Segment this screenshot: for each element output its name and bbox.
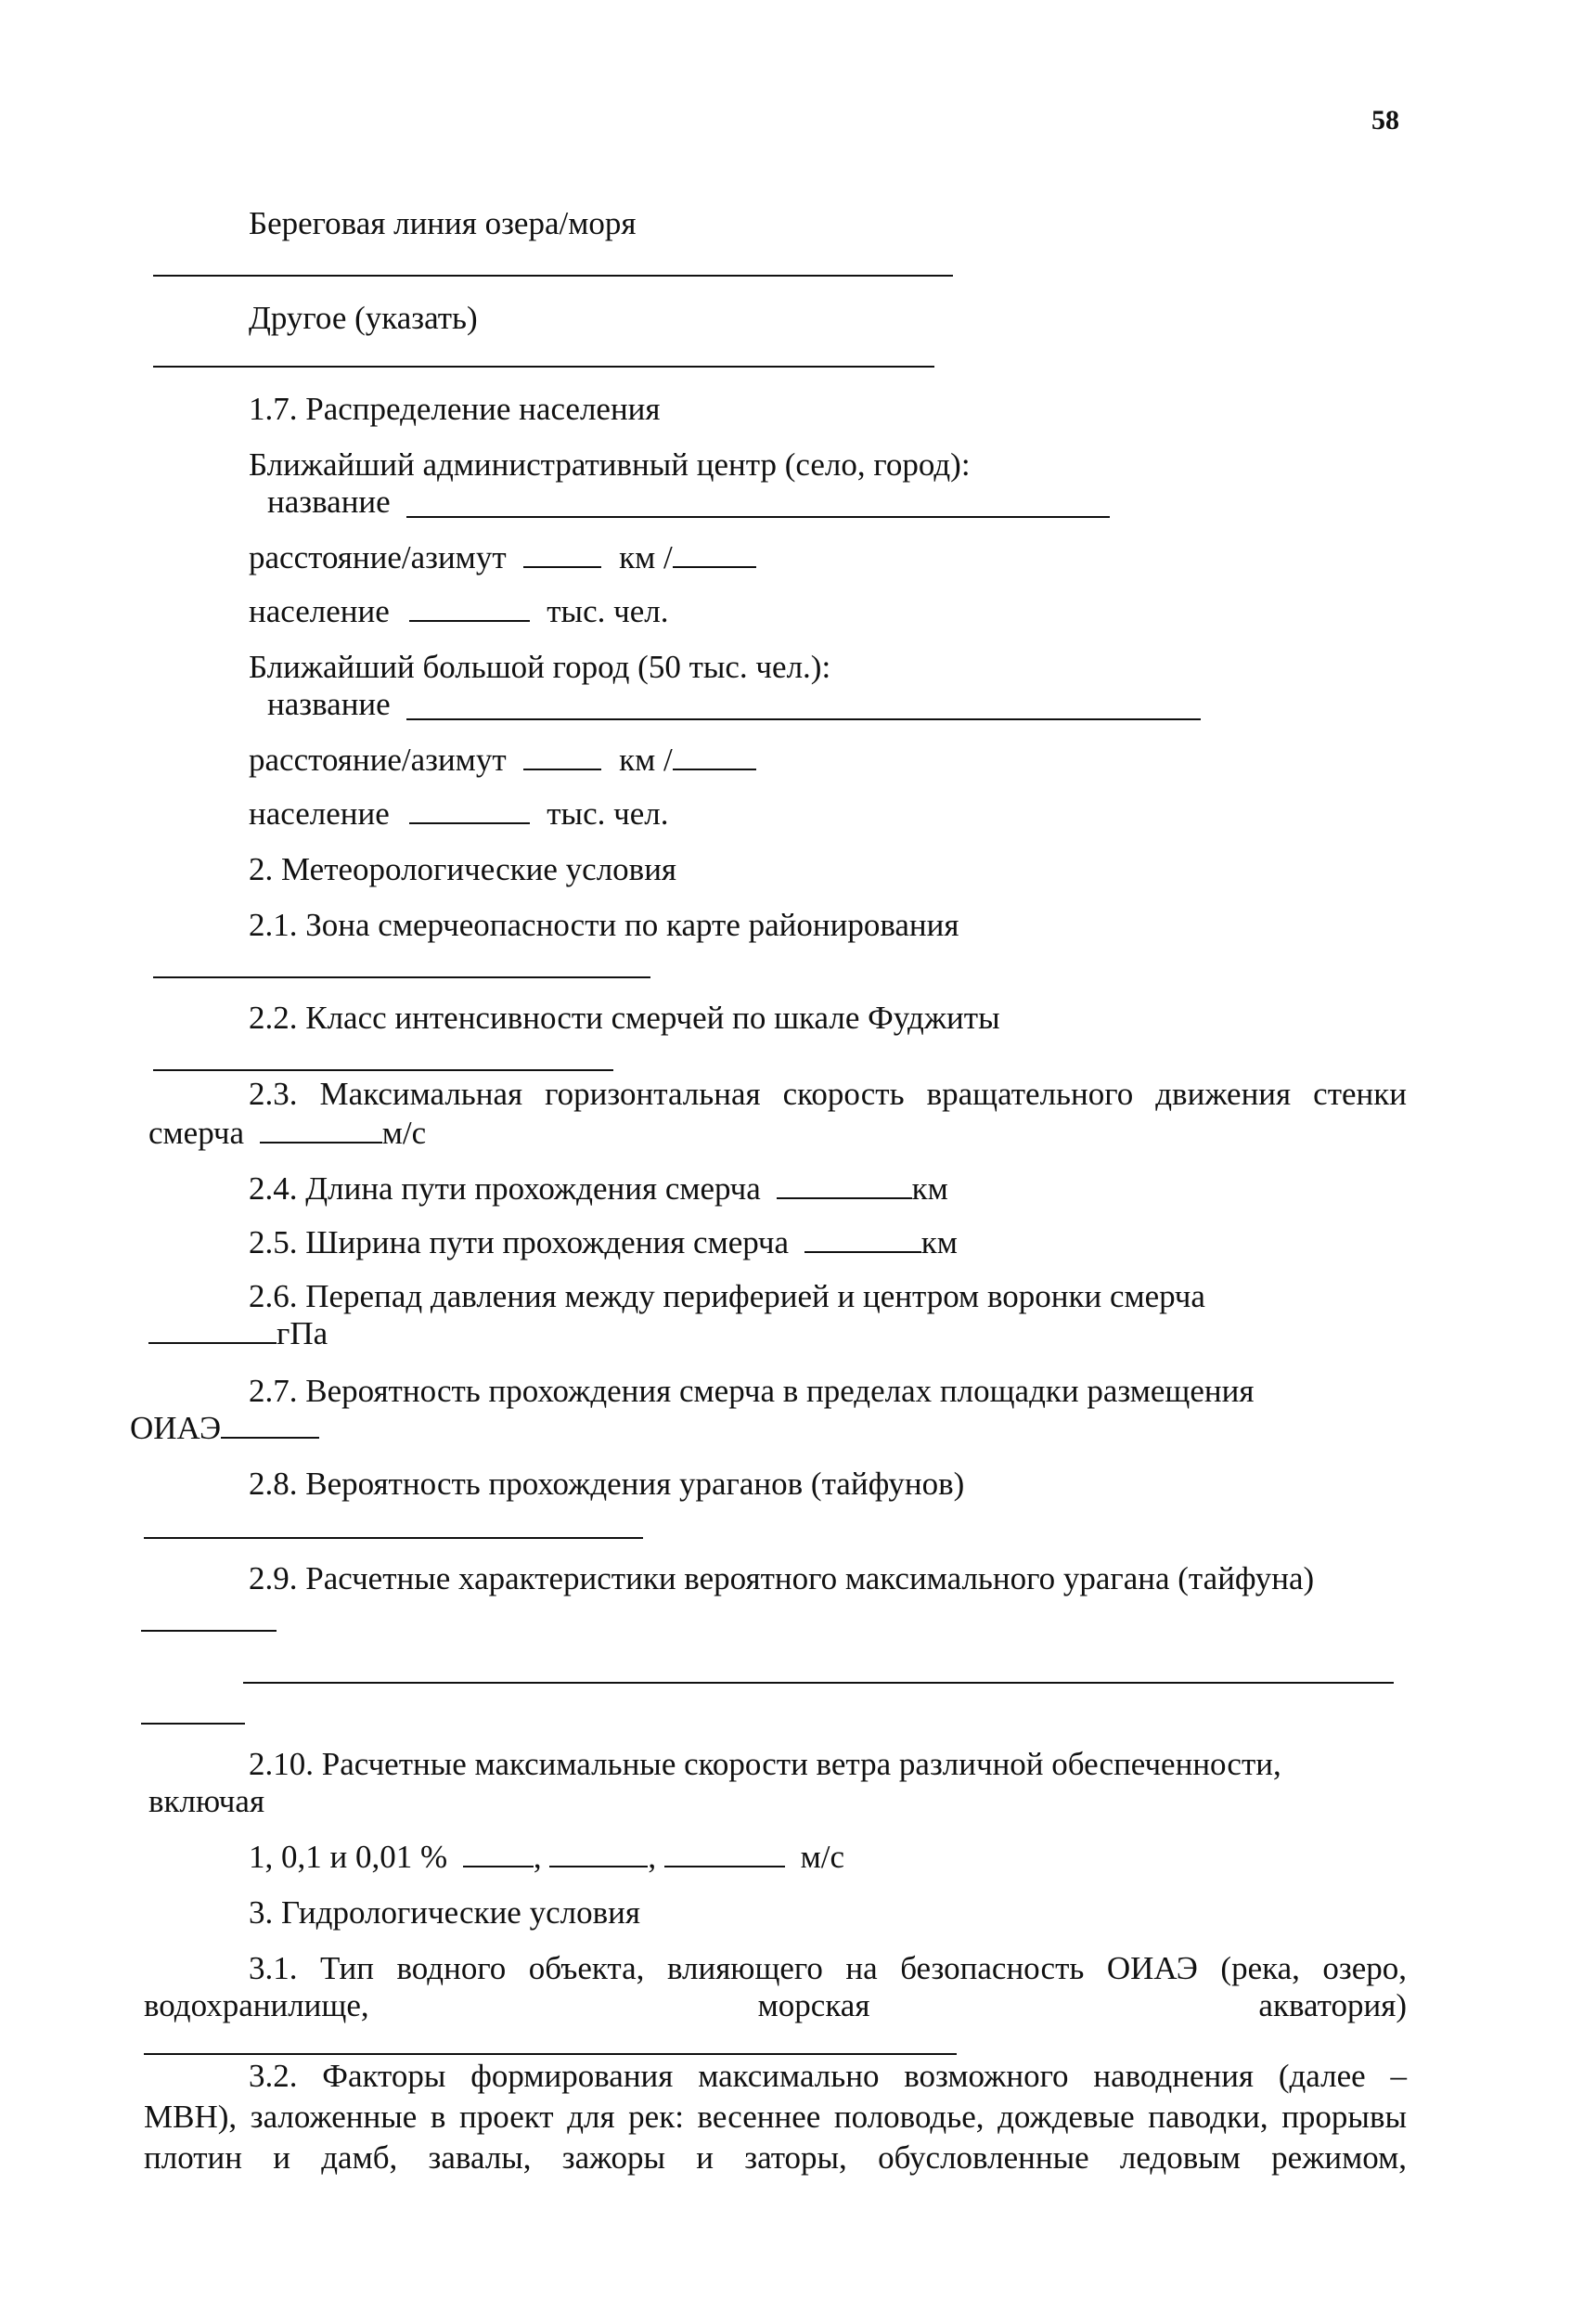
item-2-7-field[interactable] [221, 1409, 319, 1439]
item-3-1-word-3: акватория) [1258, 1987, 1407, 2023]
population-label: население [249, 593, 390, 629]
big-city-azimuth-field[interactable] [673, 741, 756, 770]
population-unit: тыс. чел. [547, 795, 669, 832]
admin-distance-field[interactable] [523, 538, 601, 568]
item-3-1-line2 [144, 1986, 1407, 2025]
item-2-10-line2: включая [148, 1783, 265, 1819]
big-city-population-row [249, 795, 668, 833]
admin-center-population-row [249, 592, 668, 631]
item-2-4 [249, 1169, 948, 1208]
admin-center-distance-row [249, 538, 756, 577]
item-3-2-line1: 3.2. Факторы формирования максимально возможного наводнения (далее – [249, 2058, 1407, 2094]
item-3-2-line3: плотин и дамб, завалы, зажоры и заторы, обусловленные ледовым режимом, [144, 2139, 1407, 2176]
item-2-2-fill-line[interactable] [153, 1069, 613, 1071]
item-3-1-line1: 3.1. Тип водного объекта, влияющего на безопасность ОИАЭ (река, озеро, [249, 1950, 1407, 1986]
item-2-10-values: 1, 0,1 и 0,01 % [249, 1839, 448, 1875]
item-2-3-unit: м/с [381, 1115, 427, 1151]
admin-azimuth-field[interactable] [673, 538, 756, 568]
item-2-4-unit: км [911, 1170, 948, 1207]
section-2-title: 2. Метеорологические условия [249, 851, 677, 887]
wind-speed-0-01-field[interactable] [664, 1838, 785, 1867]
admin-center-name-field[interactable] [406, 516, 1110, 518]
big-city-population-field[interactable] [409, 795, 530, 824]
wind-speed-1-field[interactable] [463, 1838, 534, 1867]
item-3-1-word-2: морская [757, 1987, 870, 2023]
item-2-10-line1: 2.10. Расчетные максимальные скорости ветра различной обеспеченности, [249, 1746, 1281, 1782]
item-2-9: 2.9. Расчетные характеристики вероятного максимального урагана (тайфуна) [249, 1560, 1315, 1596]
item-2-4-label: 2.4. Длина пути прохождения смерча [249, 1170, 761, 1207]
section-3-title: 3. Гидрологические условия [249, 1894, 640, 1931]
item-3-2-line2: МВН), заложенные в проект для рек: весеннее половодье, дождевые паводки, прорывы [144, 2099, 1407, 2135]
item-2-9-fill-line-3[interactable] [141, 1723, 245, 1725]
big-city-distance-row [249, 741, 756, 780]
item-2-6: 2.6. Перепад давления между периферией и центром воронки смерча [249, 1278, 1205, 1314]
other-label: Другое (указать) [249, 300, 478, 336]
item-2-8-fill-line[interactable] [144, 1537, 643, 1539]
km-label: км / [619, 742, 673, 778]
item-2-9-fill-line-2[interactable] [243, 1682, 1394, 1684]
wind-speed-0-1-field[interactable] [549, 1838, 648, 1867]
item-2-10-unit: м/с [800, 1839, 845, 1875]
item-2-9-fill-line-1[interactable] [141, 1630, 277, 1632]
item-2-3-field[interactable] [260, 1114, 382, 1144]
item-2-5-unit: км [920, 1224, 958, 1260]
item-2-1-fill-line[interactable] [153, 976, 650, 978]
item-2-6-unit: гПа [277, 1315, 328, 1351]
big-city-name-label: название [267, 686, 391, 722]
item-2-6-line2 [148, 1314, 328, 1353]
admin-center-label: Ближайший административный центр (село, город): [249, 446, 971, 483]
admin-population-field[interactable] [409, 592, 530, 622]
big-city-distance-field[interactable] [523, 741, 601, 770]
population-unit: тыс. чел. [547, 593, 669, 629]
population-label: население [249, 795, 390, 832]
item-2-5-field[interactable] [804, 1223, 921, 1253]
shoreline-label: Береговая линия озера/моря [249, 205, 637, 241]
item-2-5 [249, 1223, 958, 1262]
shoreline-fill-line[interactable] [153, 275, 953, 277]
item-2-7-prefix: ОИАЭ [130, 1410, 222, 1446]
item-2-10-values-row [249, 1838, 844, 1877]
comma: , [533, 1839, 542, 1875]
item-3-1-word-1: водохранилище, [144, 1987, 369, 2023]
item-2-4-field[interactable] [777, 1169, 912, 1199]
item-2-7-line2 [130, 1409, 319, 1448]
item-2-7: 2.7. Вероятность прохождения смерча в пределах площадки размещения [249, 1373, 1255, 1409]
big-city-name-field[interactable] [406, 718, 1201, 720]
page-number: 58 [1371, 105, 1399, 136]
item-3-1-fill-line[interactable] [144, 2053, 957, 2055]
item-2-8: 2.8. Вероятность прохождения ураганов (тайфунов) [249, 1466, 965, 1502]
item-2-5-label: 2.5. Ширина пути прохождения смерча [249, 1224, 790, 1260]
item-2-3-line2 [148, 1114, 426, 1153]
item-2-6-field[interactable] [148, 1314, 277, 1344]
distance-label: расстояние/азимут [249, 742, 507, 778]
item-2-3-prefix: смерча [148, 1115, 244, 1151]
item-2-3-line1: 2.3. Максимальная горизонтальная скорость вращательного движения стенки [249, 1076, 1407, 1112]
section-1-7-title: 1.7. Распределение населения [249, 391, 661, 427]
comma: , [648, 1839, 657, 1875]
item-2-2: 2.2. Класс интенсивности смерчей по шкале Фуджиты [249, 1000, 1000, 1036]
km-label: км / [619, 539, 673, 575]
big-city-label: Ближайший большой город (50 тыс. чел.): [249, 649, 831, 685]
item-2-1: 2.1. Зона смерчеопасности по карте районирования [249, 907, 959, 943]
distance-label: расстояние/азимут [249, 539, 507, 575]
other-fill-line[interactable] [153, 366, 934, 368]
admin-center-name-label: название [267, 484, 391, 520]
